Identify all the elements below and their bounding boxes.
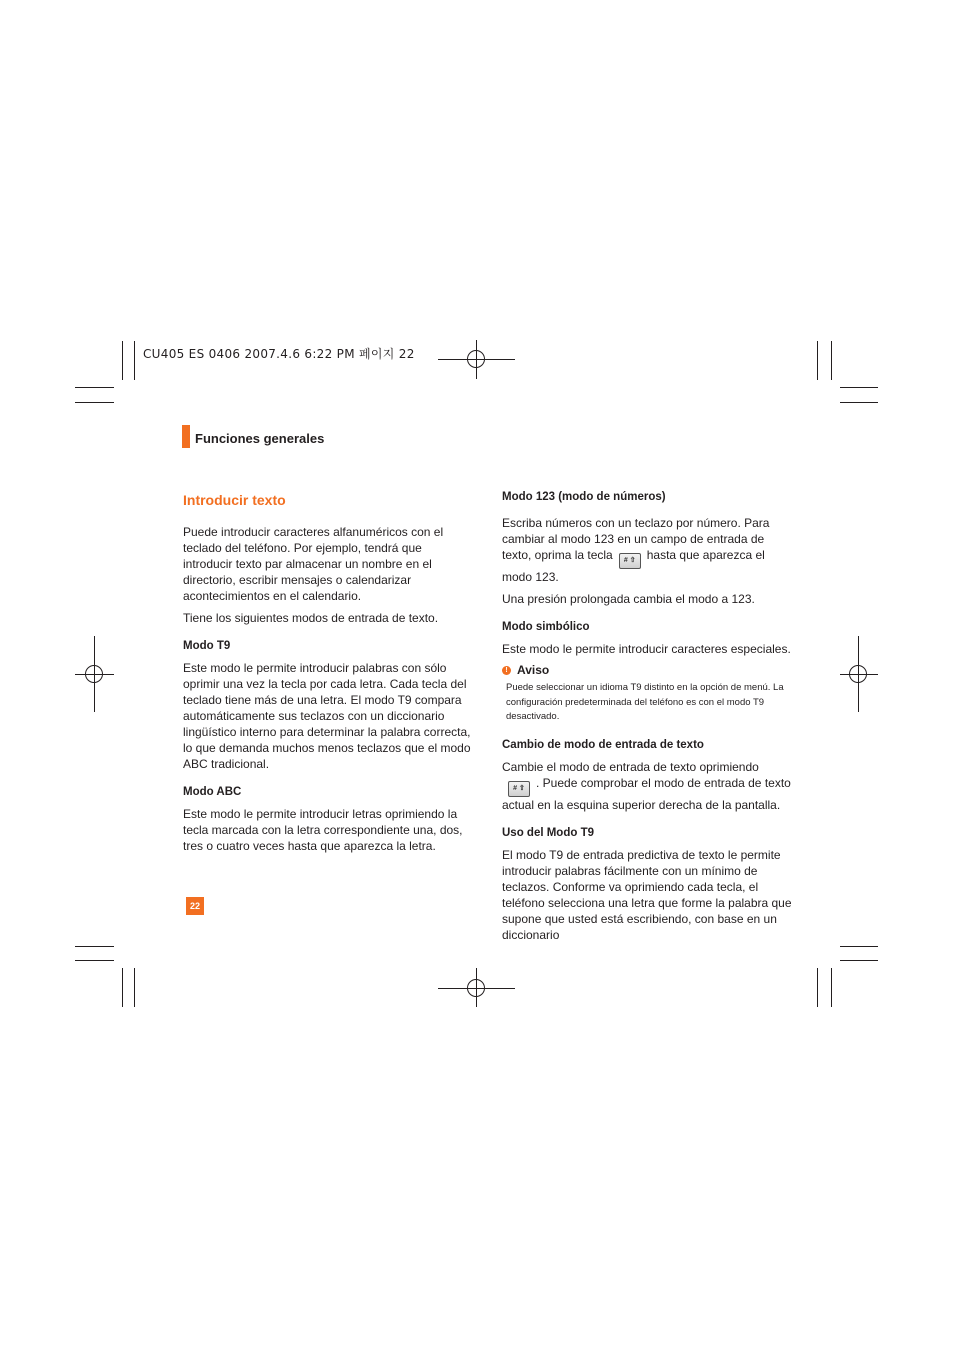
header-accent-bar bbox=[182, 425, 190, 448]
modes-intro-paragraph: Tiene los siguientes modos de entrada de texto. bbox=[183, 611, 439, 625]
chapter-title: Funciones generales bbox=[195, 431, 325, 446]
mode-123-text-b: hasta que aparezca el modo 123. bbox=[502, 548, 765, 584]
change-mode-text-a: Cambie el modo de entrada de texto oprimiendo bbox=[502, 759, 759, 774]
right-column bbox=[502, 491, 792, 949]
aviso-paragraph: Puede seleccionar un idioma T9 distinto en la opción de menú. La configuración predeterminada del teléfono es con el modo T9 desactivado. bbox=[506, 682, 784, 722]
t9-heading: Modo T9 bbox=[183, 640, 231, 652]
abc-heading: Modo ABC bbox=[183, 786, 242, 798]
print-slug: CU405 ES 0406 2007.4.6 6:22 PM 페이지 22 bbox=[143, 347, 415, 361]
abc-paragraph: Este modo le permite introducir letras oprimiendo la tecla marcada con la letra correspondiente una, dos, tres o cuatro veces hasta que aparezca la letra. bbox=[183, 807, 463, 853]
t9-use-paragraph: El modo T9 de entrada predictiva de texto le permite introducir palabras fácilmente con un mínimo de teclazos. Conforme va oprimiendo cada tecla, el teléfono selecciona una letra que forme la palabra que supone que usted está escribiendo, con base en un diccionario bbox=[502, 847, 792, 942]
symbolic-paragraph: Este modo le permite introducir caracteres especiales. bbox=[502, 642, 791, 656]
symbolic-heading: Modo simbólico bbox=[502, 621, 590, 633]
aviso-heading bbox=[502, 663, 792, 677]
change-mode-paragraph bbox=[502, 759, 792, 813]
left-column bbox=[183, 492, 473, 860]
section-title: Introducir texto bbox=[183, 492, 286, 508]
mode-key-icon: # ⇧ bbox=[508, 781, 530, 797]
warning-icon: ! bbox=[502, 666, 511, 675]
page-number-badge: 22 bbox=[186, 897, 204, 915]
t9-paragraph: Este modo le permite introducir palabras con sólo oprimir una vez la tecla por cada letra. Cada tecla del teclado tiene más de una letra. El modo T9 compara automáticamente sus teclazos con un diccionario lingüístico interno para determinar la palabra correcta, lo que demanda muchos menos teclazos que el modo ABC tradicional. bbox=[183, 661, 471, 771]
mode-key-icon: # ⇧ bbox=[619, 553, 641, 569]
t9-use-heading: Uso del Modo T9 bbox=[502, 826, 594, 839]
change-mode-heading: Cambio de modo de entrada de texto bbox=[502, 738, 704, 751]
mode-123-paragraph bbox=[502, 515, 792, 585]
mode-123-text-a: Escriba números con un teclazo por número. Para cambiar al modo 123 en un campo de entrada de texto, oprima la tecla bbox=[502, 516, 770, 562]
change-mode-text-b: . Puede comprobar el modo de entrada de texto actual en la esquina superior derecha de la pantalla. bbox=[502, 775, 791, 812]
intro-paragraph: Puede introducir caracteres alfanuméricos con el teclado del teléfono. Por ejemplo, tendrá que introducir texto par almacenar un nombre en el directorio, escribir mensajes o calendarizar acontecimientos en el calendario. bbox=[183, 525, 444, 603]
aviso-title: Aviso bbox=[517, 663, 550, 677]
mode-123-heading: Modo 123 (modo de números) bbox=[502, 491, 666, 503]
mode-123-long-press: Una presión prolongada cambia el modo a 123. bbox=[502, 592, 755, 606]
